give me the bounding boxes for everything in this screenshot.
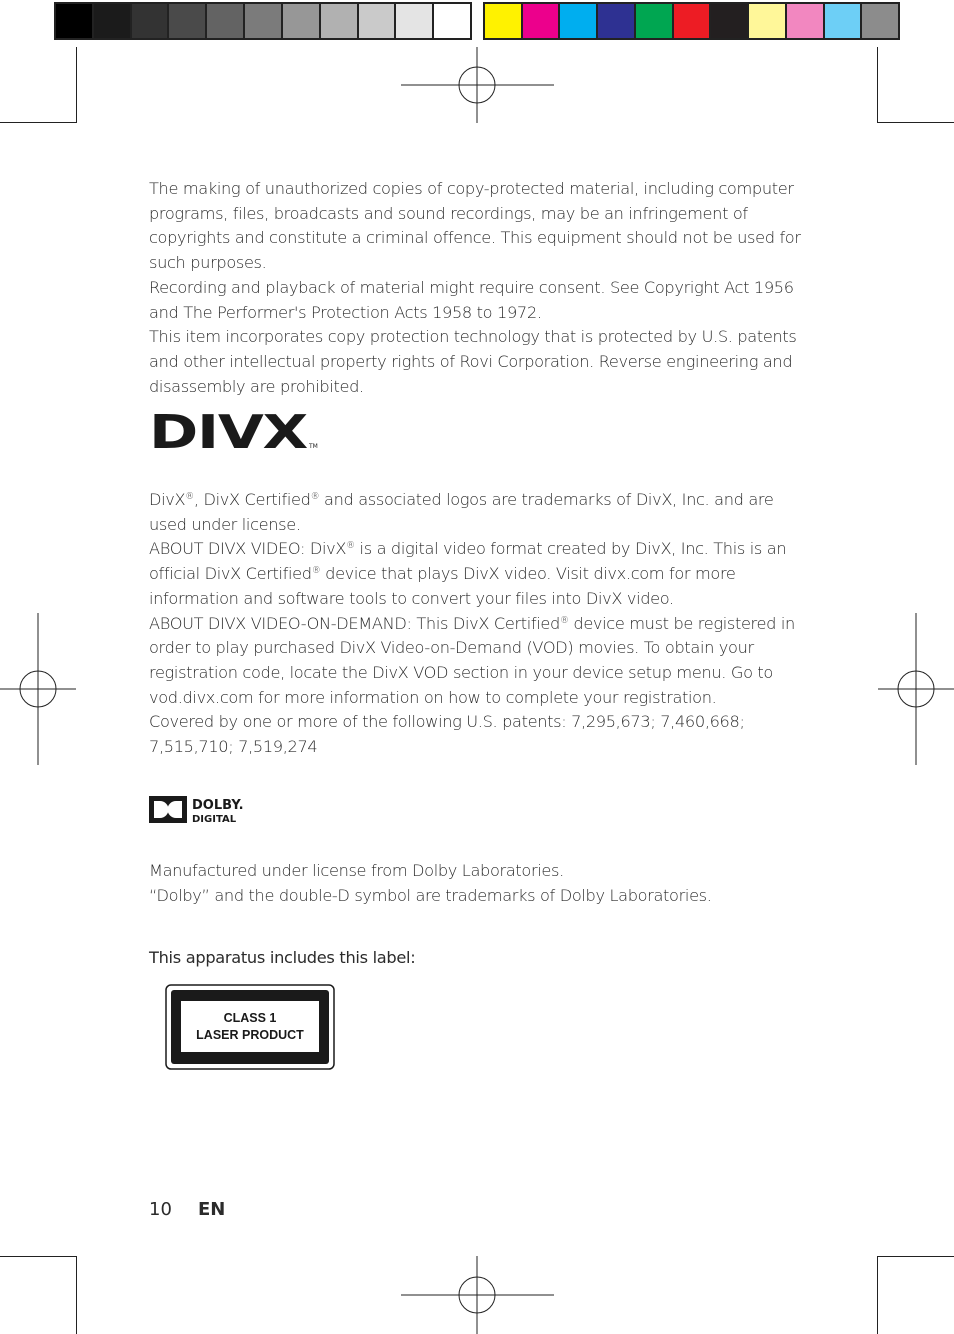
dolby-license-line: Manufactured under license from Dolby Laboratories. [149,861,564,880]
laser-class-label [165,984,335,1070]
page-language: EN [198,1199,226,1220]
calibration-swatch [560,4,598,38]
registration-mark-top [401,47,554,123]
divx-logo-tm: TM [309,443,318,450]
registration-mark-left [0,613,76,765]
calibration-swatch [825,4,863,38]
calibration-swatch [359,4,397,38]
svg-text:LASER PRODUCT: LASER PRODUCT [196,1028,304,1042]
color-calibration-bar [483,2,900,40]
divx-vod-paragraph: ABOUT DIVX VIDEO-ON-DEMAND: This DivX Certified® device must be registered in order to play purchased DivX Video-on-Demand (VOD) movies. To obtain your registration code, locate the DivX VOD section in your device setup menu. Go to vod.divx.com for more information on how to complete your registration. [149,613,795,707]
divx-patents-paragraph: Covered by one or more of the following U.S. patents: 7,295,673; 7,460,668; 7,515,710; 7,519,274 [149,712,745,757]
calibration-swatch [674,4,712,38]
divx-section [149,488,814,760]
rovi-paragraph: This item incorporates copy protection technology that is protected by U.S. patents and other intellectual property rights of Rovi Corporation. Reverse engineering and disassembly are prohibited. [149,327,797,396]
dolby-trademark-line: “Dolby” and the double-D symbol are trademarks of Dolby Laboratories. [149,885,712,905]
svg-text:DOLBY.: DOLBY. [192,798,244,813]
svg-text:CLASS 1: CLASS 1 [223,1011,277,1025]
page-number: 10 [149,1199,172,1220]
calibration-swatch [711,4,749,38]
divx-logo-text: DIVX [149,410,308,452]
calibration-swatch [862,4,898,38]
copyright-act-paragraph: Recording and playback of material might require consent. See Copyright Act 1956 and The Performer's Protection Acts 1958 to 1972. [149,277,794,322]
calibration-swatch [787,4,825,38]
calibration-swatch [523,4,561,38]
calibration-swatch [598,4,636,38]
divx-logo [149,410,321,452]
registration-mark-bottom [401,1256,554,1334]
calibration-swatch [636,4,674,38]
copy-protection-section [149,177,814,399]
calibration-swatch [485,4,523,38]
divx-trademark-paragraph: DivX®, DivX Certified® and associated logos are trademarks of DivX, Inc. and are used under license. [149,490,774,534]
calibration-swatch [283,4,321,38]
registration-mark-right [878,613,954,765]
calibration-swatch [749,4,787,38]
calibration-swatch [56,4,94,38]
divx-video-paragraph: ABOUT DIVX VIDEO: DivX® is a digital video format created by DivX, Inc. This is an official DivX Certified® device that plays DivX video. Visit divx.com for more information and software tools to convert your files into DivX video. [149,539,787,608]
calibration-swatch [94,4,132,38]
calibration-swatch [245,4,283,38]
laser-label-intro: This apparatus includes this label: [149,948,416,967]
calibration-swatch [169,4,207,38]
svg-text:DIGITAL: DIGITAL [192,814,237,825]
calibration-swatch [132,4,170,38]
dolby-section [149,859,814,908]
calibration-swatch [207,4,245,38]
grayscale-calibration-bar [54,2,472,40]
copy-protection-paragraph: The making of unauthorized copies of copy-protected material, including computer programs, files, broadcasts and sound recordings, may be an infringement of copyrights and constitute a criminal offence. This equipment should not be used for such purposes. [149,179,801,273]
calibration-swatch [396,4,434,38]
dolby-digital-logo [149,795,259,825]
calibration-swatch [434,4,470,38]
calibration-swatch [321,4,359,38]
